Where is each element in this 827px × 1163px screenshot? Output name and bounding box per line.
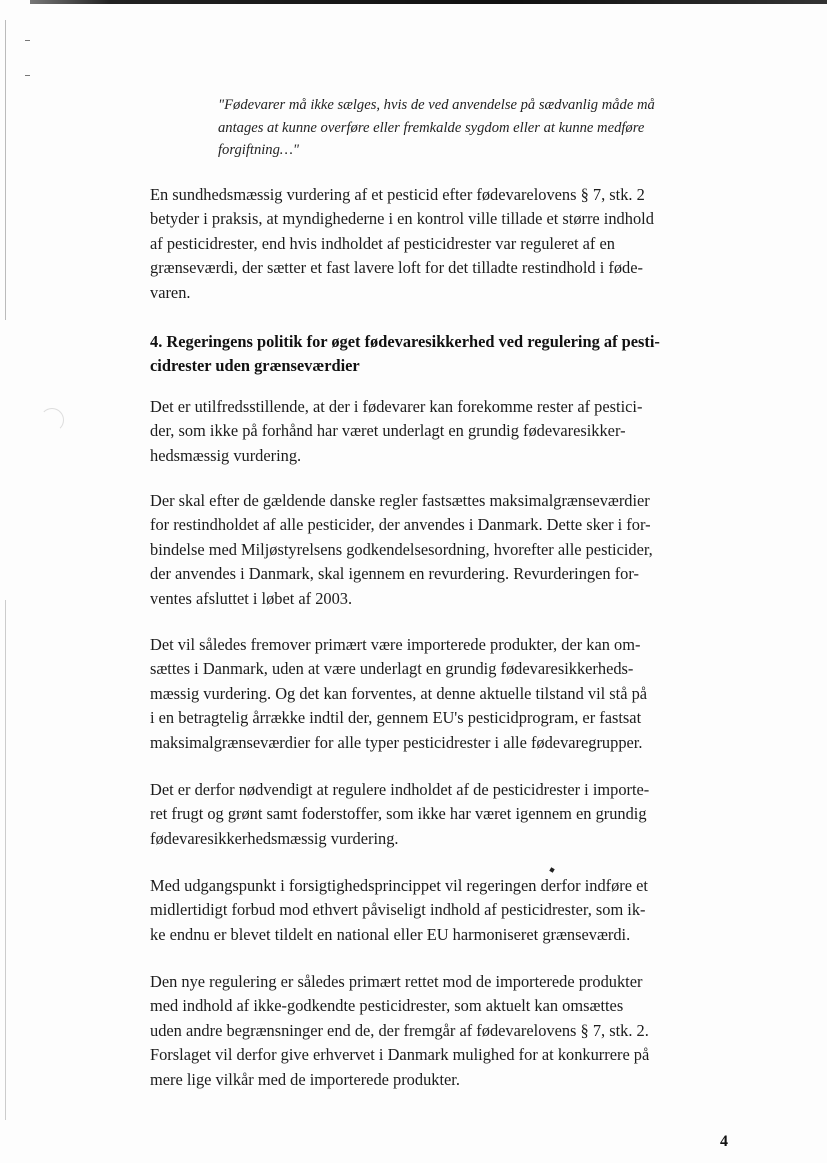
text-line: der, som ikke på forhånd har været underlagt en grundig fødevaresikker- <box>150 421 626 441</box>
paragraph-2 <box>150 395 745 468</box>
paragraph-1 <box>150 183 745 305</box>
paragraph-3 <box>150 489 745 611</box>
paragraph-7 <box>150 970 745 1092</box>
text-line: Med udgangspunkt i forsigtighedsprincippet vil regeringen derfor indføre et <box>150 876 648 895</box>
scan-edge-left-lower <box>5 600 6 1120</box>
text-line: hedsmæssig vurdering. <box>150 445 302 465</box>
text-line: En sundhedsmæssig vurdering af et pesticid efter fødevarelovens § 7, stk. 2 <box>150 185 645 204</box>
text-line: mere lige vilkår med de importerede produkter. <box>150 1069 460 1089</box>
text-line: midlertidigt forbud mod ethvert påviseligt indhold af pesticidrester, som ik- <box>150 900 646 920</box>
text-line: uden andre begrænsninger end de, der fremgår af fødevarelovens § 7, stk. 2. <box>150 1020 649 1040</box>
text-line: Der skal efter de gældende danske regler fastsættes maksimalgrænseværdier <box>150 491 650 510</box>
scan-edge-left <box>5 20 6 320</box>
paragraph-6 <box>150 874 745 947</box>
legal-quote <box>218 94 718 162</box>
scan-edge-top <box>30 0 827 4</box>
text-line: i en betragtelig årrække indtil der, gennem EU's pesticidprogram, er fastsat <box>150 708 642 728</box>
page-number: 4 <box>720 1133 728 1150</box>
text-line: betyder i praksis, at myndighederne i en kontrol ville tillade et større indhold <box>150 209 654 229</box>
quote-line: antages at kunne overføre eller fremkalde sygdom eller at kunne medføre <box>218 119 645 136</box>
ink-speck <box>549 867 554 872</box>
text-line: Forslaget vil derfor give erhvervet i Danmark mulighed for at konkurrere på <box>150 1045 650 1065</box>
scan-mark <box>25 40 30 41</box>
text-line: bindelse med Miljøstyrelsens godkendelsesordning, hvorefter alle pesticider, <box>150 539 653 559</box>
text-line: sættes i Danmark, uden at være underlagt en grundig fødevaresikkerheds- <box>150 659 634 679</box>
text-line: grænseværdi, der sætter et fast lavere loft for det tilladte restindhold i føde- <box>150 258 643 278</box>
scan-mark <box>25 75 30 76</box>
heading-line: 4. Regeringens politik for øget fødevaresikkerhed ved regulering af pesti- <box>150 332 660 351</box>
paragraph-5 <box>150 778 745 851</box>
text-line: med indhold af ikke-godkendte pesticidrester, som aktuelt kan omsættes <box>150 996 624 1016</box>
text-line: ret frugt og grønt samt foderstoffer, som ikke har været igennem en grundig <box>150 804 647 824</box>
text-line: varen. <box>150 282 191 302</box>
section-heading <box>150 330 740 379</box>
text-line: Den nye regulering er således primært rettet mod de importerede produkter <box>150 972 643 991</box>
heading-line: cidrester uden grænseværdier <box>150 356 360 376</box>
text-line: der anvendes i Danmark, skal igennem en revurdering. Revurderingen for- <box>150 564 639 584</box>
quote-line: forgiftning…" <box>218 142 299 158</box>
text-line: Det vil således fremover primært være importerede produkter, der kan om- <box>150 635 641 654</box>
text-line: af pesticidrester, end hvis indholdet af pesticidrester var reguleret af en <box>150 233 615 253</box>
text-line: mæssig vurdering. Og det kan forventes, at denne aktuelle tilstand vil stå på <box>150 683 648 703</box>
text-line: Det er derfor nødvendigt at regulere indholdet af de pesticidrester i importe- <box>150 780 650 799</box>
quote-line: "Fødevarer må ikke sælges, hvis de ved anvendelse på sædvanlig måde må <box>218 97 655 113</box>
text-line: for restindholdet af alle pesticider, der anvendes i Danmark. Dette sker i for- <box>150 515 651 535</box>
text-line: ventes afsluttet i løbet af 2003. <box>150 588 353 608</box>
punch-hole-mark <box>40 408 64 432</box>
text-line: maksimalgrænseværdier for alle typer pesticidrester i alle fødevaregrupper. <box>150 732 643 752</box>
text-line: fødevaresikkerhedsmæssig vurdering. <box>150 828 399 848</box>
text-line: ke endnu er blevet tildelt en national eller EU harmoniseret grænseværdi. <box>150 924 631 944</box>
paragraph-4 <box>150 633 745 755</box>
text-line: Det er utilfredsstillende, at der i fødevarer kan forekomme rester af pestici- <box>150 397 643 416</box>
